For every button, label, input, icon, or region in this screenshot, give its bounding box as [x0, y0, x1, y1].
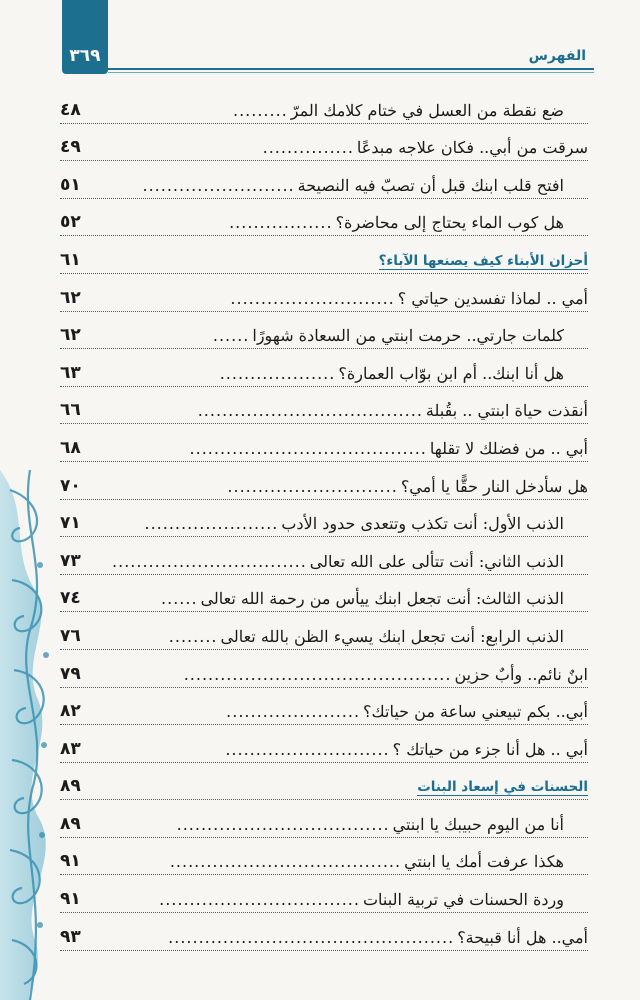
toc-entry — [60, 913, 588, 951]
dot-leader: ...................... — [226, 702, 361, 722]
toc-entry-text: أنا من اليوم حبيبك يا ابنتي — [392, 814, 564, 834]
toc-section-heading — [60, 236, 588, 274]
toc-entry — [60, 161, 588, 199]
toc-page-number: ٧٠ — [60, 475, 81, 496]
toc-entry-title — [233, 101, 564, 120]
toc-page-number: ٦٨ — [60, 437, 81, 458]
running-header-title: الفهرس — [528, 48, 586, 64]
dot-leader: ...... — [212, 326, 250, 346]
toc-entry — [60, 349, 588, 387]
toc-page-number: ٩٣ — [60, 926, 81, 947]
toc-entry-title — [190, 439, 588, 458]
page-number: ٣٦٩ — [69, 46, 101, 66]
dot-leader: ...................... — [144, 514, 279, 534]
toc-page-number: ٥٢ — [60, 212, 81, 233]
dot-leader: ......... — [232, 100, 288, 120]
toc-page-number: ٦٦ — [60, 400, 81, 421]
toc-page-number: ٩١ — [60, 851, 81, 872]
toc-entry-title — [142, 176, 564, 195]
toc-entry-text: أبي .. هل أنا جزء من حياتك ؟ — [392, 739, 588, 759]
toc-entry-title — [227, 477, 588, 496]
toc-entry-text: أمي.. هل أنا قبيحة؟ — [457, 927, 588, 947]
toc-page-number: ٦٣ — [60, 362, 81, 383]
dot-leader: ................................. — [159, 890, 360, 910]
toc-entry-title — [220, 364, 564, 383]
toc-entry-text: هل أنا ابنك.. أم ابن بوّاب العمارة؟ — [338, 363, 564, 383]
toc-entry-title — [112, 552, 564, 571]
toc-entry-text: هل سأدخل النار حقًّا يا أمي؟ — [400, 476, 588, 496]
toc-entry-title — [213, 326, 564, 345]
toc-entry-title — [225, 740, 588, 759]
toc-page-number: ٧٤ — [60, 588, 81, 609]
page-number-tab — [62, 0, 108, 74]
toc-entry-text: سرقت من أبي.. فكان علاجه مبدعًا — [356, 138, 588, 158]
toc-entry — [60, 537, 588, 575]
toc-entry-text: وردة الحسنات في تربية البنات — [362, 890, 564, 910]
toc-entry-title — [184, 665, 588, 684]
toc-entry-text: أحزان الأبناء كيف يصنعها الآباء؟ — [378, 252, 588, 269]
toc-entry-title — [144, 514, 564, 533]
dot-leader: ............... — [262, 138, 354, 158]
toc-entry — [60, 612, 588, 650]
header-rule — [108, 68, 594, 70]
toc-entry — [60, 575, 588, 613]
toc-page-number: ٧٣ — [60, 550, 81, 571]
dot-leader: ........................... — [225, 739, 390, 759]
toc-page-number: ٧١ — [60, 513, 81, 534]
toc-entry — [60, 650, 588, 688]
toc-entry-title — [168, 928, 588, 947]
dot-leader: ................................ — [112, 551, 307, 571]
toc-entry-text: هكذا عرفت أمك يا ابنتي — [404, 852, 564, 872]
toc-page-number: ٦٢ — [60, 325, 81, 346]
toc-entry — [60, 688, 588, 726]
toc-entry-title — [198, 401, 588, 420]
dot-leader: ................... — [219, 363, 336, 383]
toc-page-number: ٧٩ — [60, 663, 81, 684]
dot-leader: ..................................... — [197, 401, 423, 421]
dot-leader: ............................ — [227, 476, 398, 496]
toc-entry-title — [379, 253, 588, 270]
toc-entry-title — [169, 627, 564, 646]
toc-entry-text: ضع نقطة من العسل في ختام كلامك المرّ — [290, 100, 564, 120]
header-rule-thin — [108, 72, 594, 73]
toc-entry — [60, 86, 588, 124]
toc-page-number: ٨٩ — [60, 813, 81, 834]
dot-leader: ...................................... — [169, 852, 402, 872]
toc-page-number: ٨٢ — [60, 701, 81, 722]
toc-page-number: ٨٣ — [60, 738, 81, 759]
toc-entry-text: الذنب الأول: أنت تكذب وتتعدى حدود الأدب — [281, 514, 564, 534]
toc-entry-text: أبي .. من فضلك لا تقلها — [429, 438, 588, 458]
toc-entry-title — [230, 289, 588, 308]
toc-entry — [60, 875, 588, 913]
toc-entry-text: هل كوب الماء يحتاج إلى محاضرة؟ — [335, 213, 564, 233]
dot-leader: ............................................... — [168, 927, 455, 947]
toc-entry — [60, 312, 588, 350]
dot-leader: ........ — [168, 626, 218, 646]
toc-entry — [60, 424, 588, 462]
dot-leader: ................................... — [176, 814, 390, 834]
toc-entry — [60, 274, 588, 312]
toc-entry-text: أمي .. لماذا تفسدين حياتي ؟ — [397, 288, 588, 308]
toc-entry-text: الذنب الرابع: أنت تجعل ابنك يسيء الظن بالله تعالى — [220, 626, 564, 646]
table-of-contents — [60, 86, 588, 951]
toc-entry-text: أبي.. بكم تبيعني ساعة من حياتك؟ — [363, 702, 588, 722]
toc-entry-text: ابنٌ نائم.. وأبٌ حزين — [454, 664, 588, 684]
dot-leader: ......................... — [142, 175, 295, 195]
toc-entry-text: افتح قلب ابنك قبل أن تصبّ فيه النصيحة — [297, 175, 564, 195]
toc-entry-title — [417, 779, 588, 796]
toc-entry-title — [226, 702, 588, 721]
toc-section-heading — [60, 763, 588, 801]
dot-leader: ................. — [229, 213, 333, 233]
dot-leader: ........................... — [230, 288, 395, 308]
toc-page-number: ٤٩ — [60, 137, 81, 158]
toc-entry — [60, 800, 588, 838]
toc-entry — [60, 387, 588, 425]
toc-page-number: ٨٩ — [60, 776, 81, 797]
toc-entry — [60, 199, 588, 237]
toc-entry-text: الذنب الثالث: أنت تجعل ابنك ييأس من رحمة الله تعالى — [200, 589, 564, 609]
toc-entry — [60, 124, 588, 162]
toc-entry-title — [161, 589, 564, 608]
toc-entry-title — [229, 213, 564, 232]
toc-entry — [60, 500, 588, 538]
toc-entry-text: كلمات جارتي.. حرمت ابنتي من السعادة شهورًا — [252, 326, 564, 346]
toc-entry-title — [170, 852, 564, 871]
toc-entry — [60, 838, 588, 876]
toc-entry — [60, 725, 588, 763]
toc-page-number: ٤٨ — [60, 99, 81, 120]
toc-page-number: ٦١ — [60, 249, 81, 270]
toc-page-number: ٧٦ — [60, 625, 81, 646]
toc-entry-text: الحسنات في إسعاد البنات — [417, 779, 588, 796]
toc-entry-title — [159, 890, 564, 909]
toc-entry-title — [177, 815, 564, 834]
toc-page-number: ٩١ — [60, 889, 81, 910]
dot-leader: ....................................... — [189, 438, 427, 458]
toc-page-number: ٦٢ — [60, 287, 81, 308]
dot-leader: ............................................ — [183, 664, 452, 684]
toc-entry — [60, 462, 588, 500]
toc-entry-text: أنقذت حياة ابنتي .. بقُبلة — [425, 401, 588, 421]
dot-leader: ...... — [161, 589, 198, 609]
toc-entry-text: الذنب الثاني: أنت تتألى على الله تعالى — [309, 551, 564, 571]
toc-entry-title — [263, 138, 588, 157]
toc-page-number: ٥١ — [60, 174, 81, 195]
